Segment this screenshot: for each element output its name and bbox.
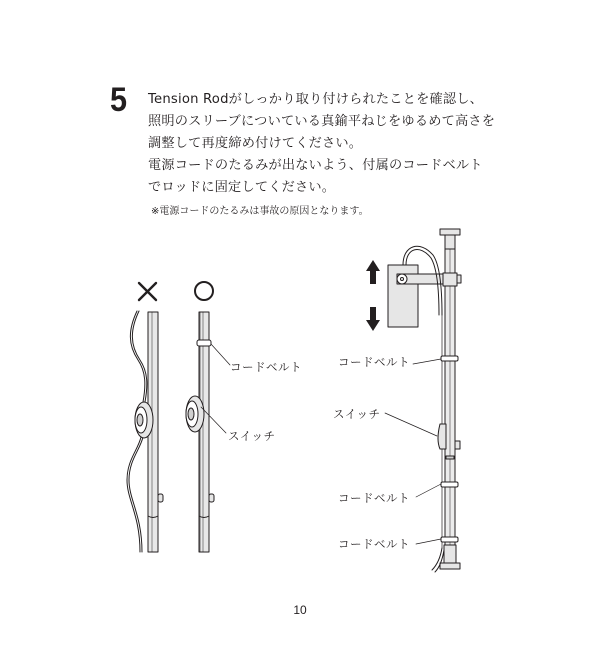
wrong-mark-icon: [139, 283, 156, 300]
switch-icon-right: [438, 424, 446, 449]
instruction-line-5: でロッドに固定してください。: [148, 180, 336, 195]
arrow-down-icon: [366, 307, 380, 331]
cord-belt-label-left: コードベルト: [230, 360, 302, 374]
instruction-line-4: 電源コードのたるみが出ないよう、付属のコードベルト: [148, 158, 483, 173]
arrow-up-icon: [366, 260, 380, 284]
correct-mark-icon: [195, 282, 213, 300]
instruction-line-3: 調整して再度締め付けてください。: [148, 136, 363, 151]
cord-belt-label-right-1: コードベルト: [338, 355, 410, 369]
cord-belt-label-right-2: コードベルト: [338, 491, 410, 505]
instruction-line-1: Tension Rodがしっかり取り付けられたことを確認し、: [148, 92, 484, 107]
step-number: 5: [110, 81, 128, 119]
rod-assembly: [385, 229, 461, 572]
switch-icon-left-wrong: [135, 402, 153, 438]
instruction-line-2: 照明のスリーブについている真鍮平ねじをゆるめて高さを: [148, 114, 496, 129]
switch-label-right: スイッチ: [333, 407, 381, 421]
safety-note: ※電源コードのたるみは事故の原因となります。: [151, 206, 369, 217]
switch-label-left: スイッチ: [228, 429, 276, 443]
height-adjust-arrows: [366, 260, 380, 331]
cord-belt-label-right-3: コードベルト: [338, 537, 410, 551]
correct-example: [186, 282, 230, 552]
wrong-example: [127, 283, 163, 552]
page-number: 10: [293, 603, 307, 617]
switch-icon-left-correct: [186, 396, 204, 432]
